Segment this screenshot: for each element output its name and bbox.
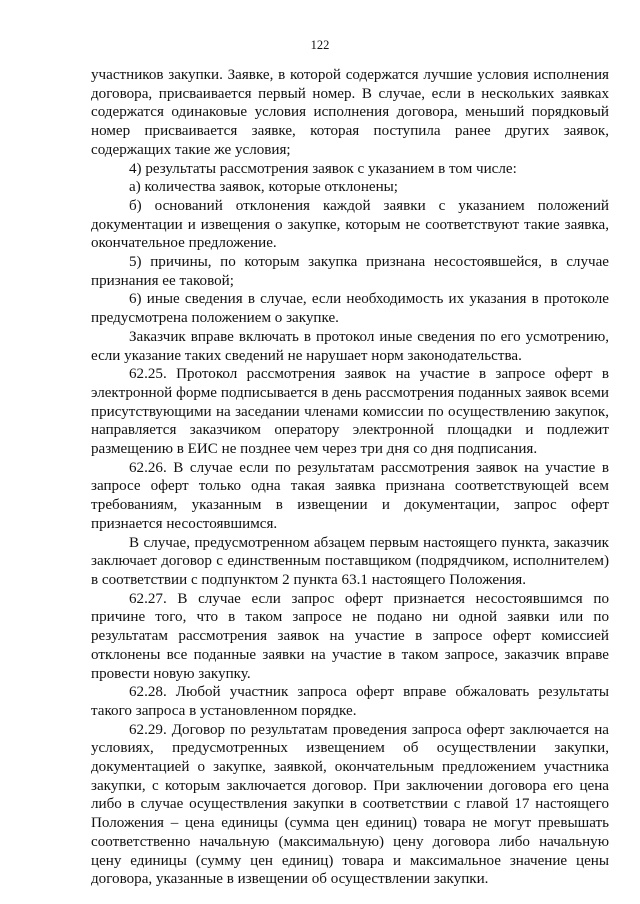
paragraph: 62.25. Протокол рассмотрения заявок на участие в запросе оферт в электронной форме подписывается в день рассмотрения поданных заявок всеми присутствующими на заседании членами комиссии по осуществлению закупок, направляется заказчиком оператору электронной площадки и подлежит размещению в ЕИС не позднее чем через три дня со дня подписания.: [91, 366, 609, 458]
page-number: 122: [310, 38, 330, 52]
paragraph: 4) результаты рассмотрения заявок с указанием в том числе:: [129, 160, 517, 177]
paragraph: 62.27. В случае если запрос оферт признается несостоявшимся по причине того, что в таком запросе не подано ни одной заявки или по результатам рассмотрения заявок на участие в запросе оферт комиссией отклонены все поданные заявки на участие в таком запросе, заказчик вправе провести новую закупку.: [91, 590, 609, 682]
document-body: [91, 66, 609, 889]
paragraph: В случае, предусмотренном абзацем первым настоящего пункта, заказчик заключает договор с единственным поставщиком (подрядчиком, исполнителем) в соответствии с подпунктом 2 пункта 63.1 настоящего Положения.: [91, 534, 609, 588]
paragraph: участников закупки. Заявке, в которой содержатся лучшие условия исполнения договора, присваивается первый номер. В случае, если в нескольких заявках содержатся одинаковые условия исполнения договора, меньший порядковый номер присваивается заявке, которая поступила ранее других заявок, содержащих такие же условия;: [91, 67, 609, 158]
paragraph: 62.28. Любой участник запроса оферт вправе обжаловать результаты такого запроса в установленном порядке.: [91, 684, 609, 719]
paragraph: Заказчик вправе включать в протокол иные сведения по его усмотрению, если указание таких сведений не нарушает норм законодательства.: [91, 328, 609, 364]
paragraph: 5) причины, по которым закупка признана несостоявшейся, в случае признания ее таковой;: [91, 254, 609, 289]
paragraph: б) оснований отклонения каждой заявки с указанием положений документации и извещения о закупке, которым не соответствуют такие заявка, окончательное предложение.: [91, 197, 609, 252]
paragraph: 62.26. В случае если по результатам рассмотрения заявок на участие в запросе оферт только одна такая заявка признана соответствующей всем требованиям, указанным в извещении и документации, запрос оферт признается несостоявшимся.: [91, 459, 609, 532]
paragraph: а) количества заявок, которые отклонены;: [129, 179, 399, 196]
paragraph: 6) иные сведения в случае, если необходимость их указания в протоколе предусмотрена положением о закупке.: [91, 291, 609, 327]
paragraph: 62.29. Договор по результатам проведения запроса оферт заключается на условиях, предусмотренных извещением об осуществлении закупки, документацией о закупке, заявкой, окончательным предложением участника закупки, с которым заключается договор. При заключении договора его цена либо в случае осуществления закупки в соответствии с главой 17 настоящего Положения – цена единицы (сумма цен единиц) товара не могут превышать соответственно начальную (максимальную) цену договора либо начальную цену единицы (сумму цен единиц) товара и максимальное значение цены договора, указанные в извещении об осуществлении закупки.: [91, 721, 609, 888]
